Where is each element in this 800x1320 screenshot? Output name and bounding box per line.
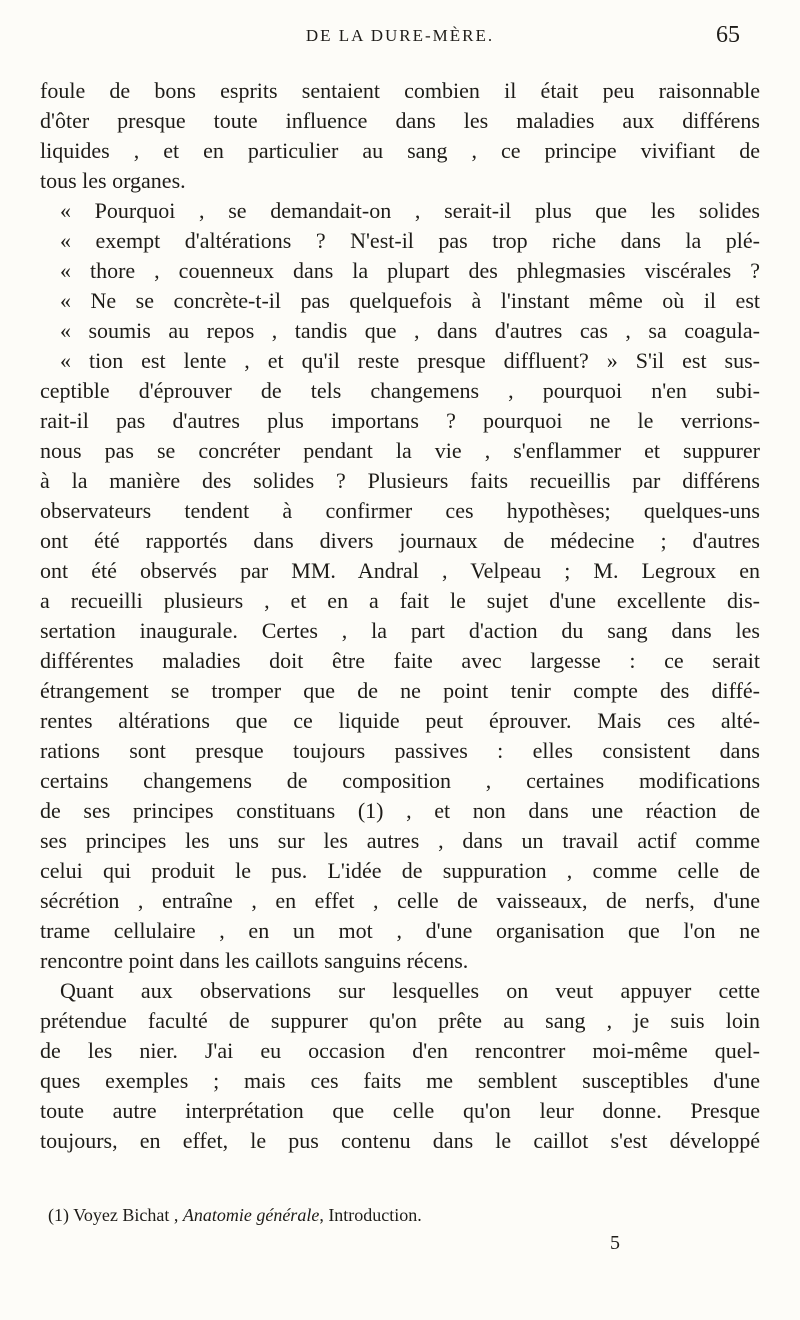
text-line: ont été observés par MM. Andral , Velpeau ; M. Legroux en (40, 558, 760, 583)
text-line: rations sont presque toujours passives : elles consistent dans (40, 738, 760, 763)
text-line: « exempt d'altérations ? N'est-il pas trop riche dans la plé- (60, 228, 760, 253)
running-title: DE LA DURE-MÈRE. (305, 26, 495, 45)
text-line: « thore , couenneux dans la plupart des phlegmasies viscérales ? (60, 258, 760, 283)
text-line: observateurs tendent à confirmer ces hypothèses; quelques-uns (40, 498, 760, 523)
text-line: rait-il pas d'autres plus importans ? pourquoi ne le verrions- (40, 408, 760, 433)
text-line: rencontre point dans les caillots sanguins récens. (40, 948, 469, 973)
text-line: « soumis au repos , tandis que , dans d'autres cas , sa coagula- (60, 318, 760, 343)
text-line: d'ôter presque toute influence dans les maladies aux différens (40, 108, 760, 133)
page-number: 65 (716, 22, 740, 48)
text-line: toute autre interprétation que celle qu'on leur donne. Presque (40, 1098, 760, 1123)
text-line: de ses principes constituans (1) , et non dans une réaction de (40, 798, 760, 823)
footnote-marker: (1) (48, 1205, 69, 1225)
text-line: foule de bons esprits sentaient combien il était peu raisonnable (40, 78, 760, 103)
text-line: ques exemples ; mais ces faits me semblent susceptibles d'une (40, 1068, 760, 1093)
footnote (48, 1205, 422, 1226)
text-line: tous les organes. (40, 168, 186, 193)
text-line: sécrétion , entraîne , en effet , celle de vaisseaux, de nerfs, d'une (40, 888, 760, 913)
text-line: « tion est lente , et qu'il reste presque diffluent? » S'il est sus- (60, 348, 760, 373)
footnote-text: Voyez Bichat , (73, 1205, 179, 1225)
text-line: rentes altérations que ce liquide peut éprouver. Mais ces alté- (40, 708, 760, 733)
footnote-work-title: Anatomie générale (182, 1205, 320, 1225)
text-line: prétendue faculté de suppurer qu'on prête au sang , je suis loin (40, 1008, 760, 1033)
signature-mark: 5 (610, 1232, 620, 1254)
text-line: trame cellulaire , en un mot , d'une organisation que l'on ne (40, 918, 760, 943)
text-line: toujours, en effet, le pus contenu dans le caillot s'est développé (40, 1128, 760, 1153)
text-line: Quant aux observations sur lesquelles on veut appuyer cette (60, 978, 760, 1003)
text-line: celui qui produit le pus. L'idée de suppuration , comme celle de (40, 858, 760, 883)
text-line: « Ne se concrète-t-il pas quelquefois à l'instant même où il est (60, 288, 760, 313)
text-line: a recueilli plusieurs , et en a fait le sujet d'une excellente dis- (40, 588, 760, 613)
text-line: de les nier. J'ai eu occasion d'en rencontrer moi-même quel- (40, 1038, 760, 1063)
text-line: sertation inaugurale. Certes , la part d'action du sang dans les (40, 618, 760, 643)
body-text (40, 76, 760, 1156)
text-line: ses principes les uns sur les autres , dans un travail actif comme (40, 828, 760, 853)
text-line: ont été rapportés dans divers journaux de médecine ; d'autres (40, 528, 760, 553)
footnote-text-end: , Introduction. (319, 1205, 422, 1225)
text-line: étrangement se tromper que de ne point tenir compte des diffé- (40, 678, 760, 703)
running-head (60, 22, 740, 62)
text-line: nous pas se concréter pendant la vie , s'enflammer et suppurer (40, 438, 760, 463)
text-line: « Pourquoi , se demandait-on , serait-il plus que les solides (60, 198, 760, 223)
text-line: certains changemens de composition , certaines modifications (40, 768, 760, 793)
text-line: à la manière des solides ? Plusieurs faits recueillis par différens (40, 468, 760, 493)
text-line: ceptible d'éprouver de tels changemens , pourquoi n'en subi- (40, 378, 760, 403)
text-line: liquides , et en particulier au sang , ce principe vivifiant de (40, 138, 760, 163)
text-line: différentes maladies doit être faite avec largesse : ce serait (40, 648, 760, 673)
